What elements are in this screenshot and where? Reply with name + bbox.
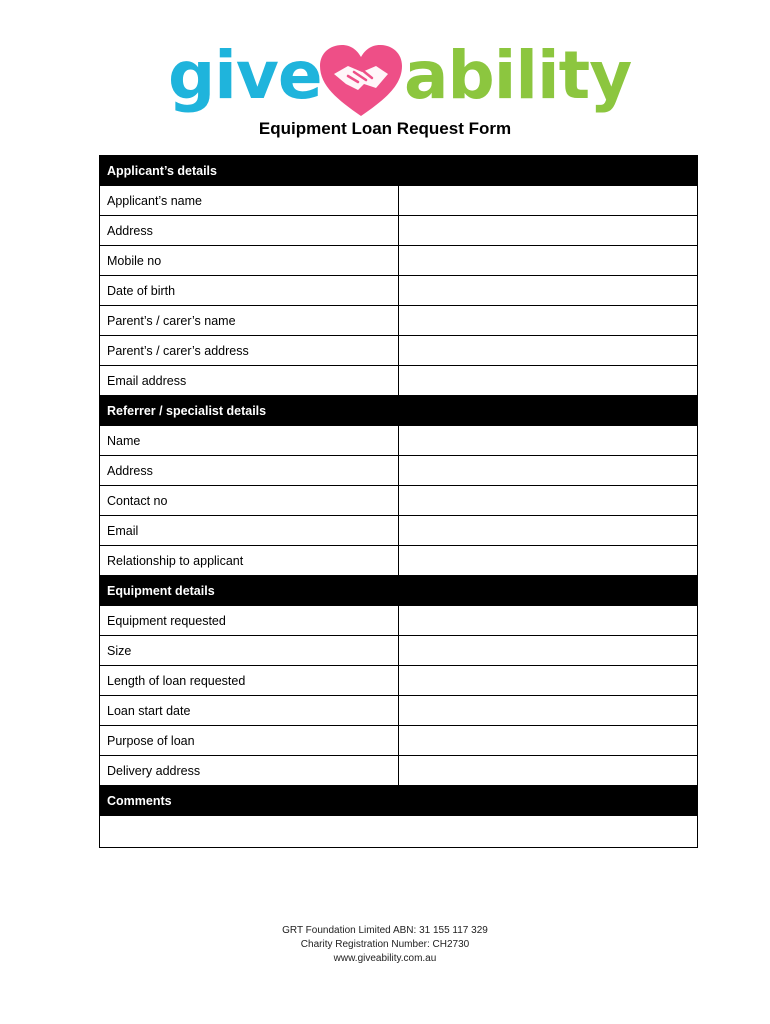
logo-word-ability: ability [404, 37, 632, 114]
field-input-cell[interactable] [399, 636, 698, 666]
field-input-cell[interactable] [399, 276, 698, 306]
form-title: Equipment Loan Request Form [258, 119, 512, 138]
field-input-cell[interactable] [399, 426, 698, 456]
footer-website: www.giveability.com.au [333, 953, 437, 964]
section-header-row [100, 396, 698, 426]
field-label: Email address [100, 366, 399, 396]
field-input-cell[interactable] [399, 366, 698, 396]
field-row [100, 246, 698, 276]
field-input-cell[interactable] [399, 756, 698, 786]
field-label: Name [100, 426, 399, 456]
field-row [100, 756, 698, 786]
field-row [100, 606, 698, 636]
field-row [100, 186, 698, 216]
section-heading: Applicant’s details [100, 156, 698, 186]
field-row [100, 696, 698, 726]
field-input-cell[interactable] [399, 606, 698, 636]
field-label: Parent’s / carer’s name [100, 306, 399, 336]
field-input-cell[interactable] [399, 486, 698, 516]
field-row [100, 366, 698, 396]
field-label: Loan start date [100, 696, 399, 726]
heart-hands-icon [318, 44, 404, 118]
field-input-cell[interactable] [399, 246, 698, 276]
field-input-cell[interactable] [399, 306, 698, 336]
comments-row [100, 816, 698, 848]
field-label: Length of loan requested [100, 666, 399, 696]
field-row [100, 276, 698, 306]
field-row [100, 666, 698, 696]
field-row [100, 546, 698, 576]
section-heading: Referrer / specialist details [100, 396, 698, 426]
logo-word-give: give [168, 37, 322, 114]
section-header-row [100, 786, 698, 816]
field-row [100, 636, 698, 666]
footer-abn: GRT Foundation Limited ABN: 31 155 117 329 [282, 925, 488, 936]
field-label: Contact no [100, 486, 399, 516]
field-row [100, 336, 698, 366]
field-label: Relationship to applicant [100, 546, 399, 576]
comments-input-cell[interactable] [100, 816, 698, 848]
field-label: Address [100, 216, 399, 246]
field-input-cell[interactable] [399, 516, 698, 546]
field-row [100, 726, 698, 756]
field-input-cell[interactable] [399, 186, 698, 216]
field-row [100, 306, 698, 336]
comments-heading: Comments [100, 786, 698, 816]
footer [0, 924, 770, 966]
field-label: Equipment requested [100, 606, 399, 636]
field-label: Email [100, 516, 399, 546]
section-heading: Equipment details [100, 576, 698, 606]
field-row [100, 426, 698, 456]
field-input-cell[interactable] [399, 696, 698, 726]
field-label: Address [100, 456, 399, 486]
field-input-cell[interactable] [399, 726, 698, 756]
field-label: Date of birth [100, 276, 399, 306]
field-row [100, 486, 698, 516]
field-label: Applicant’s name [100, 186, 399, 216]
field-label: Mobile no [100, 246, 399, 276]
field-input-cell[interactable] [399, 216, 698, 246]
field-input-cell[interactable] [399, 666, 698, 696]
section-header-row [100, 576, 698, 606]
field-label: Size [100, 636, 399, 666]
form-body [100, 156, 698, 848]
field-row [100, 516, 698, 546]
field-label: Purpose of loan [100, 726, 399, 756]
giveability-logo [168, 37, 632, 122]
field-input-cell[interactable] [399, 336, 698, 366]
section-header-row [100, 156, 698, 186]
field-label: Delivery address [100, 756, 399, 786]
field-row [100, 456, 698, 486]
loan-request-form-table [99, 155, 698, 848]
field-input-cell[interactable] [399, 546, 698, 576]
field-input-cell[interactable] [399, 456, 698, 486]
field-label: Parent’s / carer’s address [100, 336, 399, 366]
field-row [100, 216, 698, 246]
footer-charity-number: Charity Registration Number: CH2730 [300, 939, 470, 950]
